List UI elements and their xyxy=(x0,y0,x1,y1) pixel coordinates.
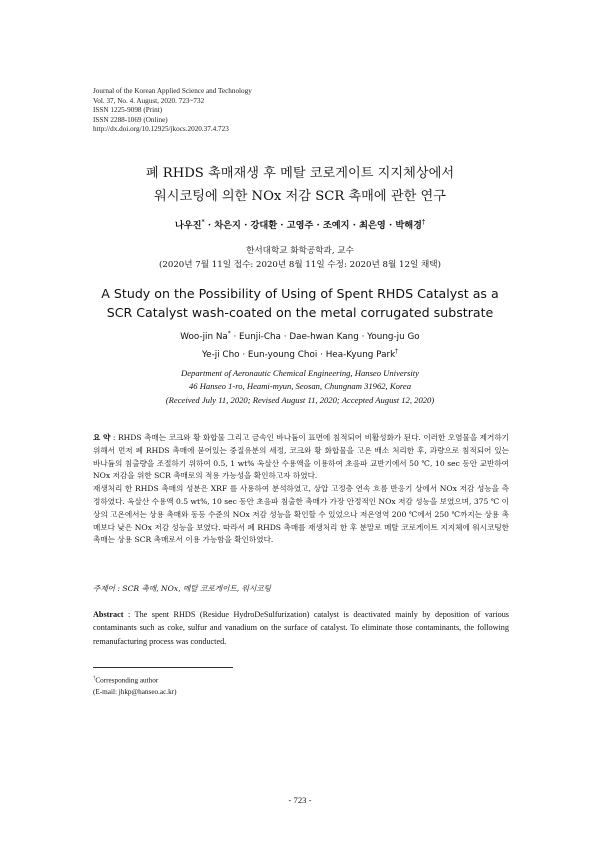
journal-name: Journal of the Korean Applied Science and Technology xyxy=(93,87,252,95)
footnote-divider xyxy=(93,667,233,668)
authors-line2-en: Ye-ji Cho · Eun-young Choi · Hea-Kyung Park xyxy=(201,349,396,360)
footnote-corresponding: Corresponding author xyxy=(95,676,159,685)
page-number: - 723 - xyxy=(288,795,312,805)
abstract-korean-para1 xyxy=(93,432,509,483)
title-korean xyxy=(0,162,600,208)
affiliation-dept-ko: 한서대학교 화학공학과, 교수 xyxy=(246,246,354,256)
author-mark-en: * xyxy=(227,331,231,337)
footnote-email: (E-mail: jhkp@hanseo.ac.kr) xyxy=(93,688,177,697)
affiliation-address-en: 46 Hanseo 1-ro, Heami-myun, Seosan, Chungnam 31962, Korea xyxy=(188,381,412,392)
journal-issn-print: ISSN 1225-9098 (Print) xyxy=(93,106,163,115)
authors-korean xyxy=(0,217,600,231)
received-dates-en: (Received July 11, 2020; Revised August 11, 2020; Accepted August 12, 2020) xyxy=(165,394,435,405)
abstract-english-text: : The spent RHDS (Residue HydroDeSulfurization) catalyst is deactivated mainly by deposition of various contaminants such as coke, sulfur and vanadium on the surface of catalyst. To eliminate those contaminants, the following remanufacturing process was conducted. xyxy=(93,610,509,646)
journal-header xyxy=(93,87,252,135)
authors-english xyxy=(0,327,600,363)
title-korean-line1: 폐 RHDS 촉매재생 후 메탈 코로게이트 지지체상에서 xyxy=(145,166,455,181)
title-english xyxy=(0,284,600,322)
keywords-korean: 주제어 : SCR 촉매, NOx, 메탈 코로게이트, 워시코팅 xyxy=(93,584,271,593)
abstract-korean xyxy=(93,432,509,547)
affiliation-korean xyxy=(0,244,600,272)
author-mark-ko: * xyxy=(201,218,205,226)
footnote-mark: † xyxy=(93,676,96,681)
abstract-english xyxy=(93,608,509,648)
journal-issn-online: ISSN 2288-1069 (Online) xyxy=(93,115,168,124)
authors-rest-en: · Eunji-Cha · Dae-hwan Kang · Young-ju Go xyxy=(230,331,420,342)
footnote xyxy=(93,673,176,698)
author-first-en: Woo-jin Na xyxy=(180,331,228,342)
abstract-korean-label: 요 약 xyxy=(93,433,111,442)
author-first-ko: 나우진 xyxy=(174,220,202,231)
corresponding-mark-en: † xyxy=(395,348,399,355)
received-dates-ko: (2020년 7월 11일 접수: 2020년 8월 11일 수정: 2020년 8월 12일 채택) xyxy=(159,260,441,270)
title-english-line2: SCR Catalyst wash-coated on the metal corrugated substrate xyxy=(106,305,494,320)
authors-english-line1 xyxy=(0,327,600,345)
title-english-line1: A Study on the Possibility of Using of Spent RHDS Catalyst as a xyxy=(101,286,499,301)
corresponding-mark-ko: † xyxy=(421,218,426,226)
authors-rest-ko: · 차은지 · 강대환 · 고영주 · 조예지 · 최은영 · 박해경 xyxy=(204,220,422,231)
abstract-english-para xyxy=(93,608,509,648)
abstract-korean-para2: 재생처리 한 RHDS 촉매의 성분은 XRF 를 사용하여 분석하였고, 상압 고정층 연속 흐름 반응기 상에서 NOx 저감 성능을 측정하였다. 옥살산 수용액 0.5 wt%, 10 sec 동안 초음파 침출한 촉매가 가장 안정적인 NOx 저감 성능을 보였으며, 375 ℃ 이상의 고온에서는 상용 촉매와 동등 수준의 NOx 저감 성능을 확인할 수 있었으나 저온영역 200 ℃에서 250 ℃까지는 상용 촉매보다 낮은 NOx 저감 성능을 보였다. 따라서 폐 RHDS 촉매를 재생처리 한 후 분말로 메탈 코로게이트 지지체에 워시코팅한 촉매는 상용 SCR 촉매로서 이용 가능함을 확인하였다. xyxy=(93,484,509,545)
journal-doi[interactable]: http://dx.doi.org/10.12925/jkocs.2020.37.4.723 xyxy=(93,125,229,134)
title-korean-line2: 워시코팅에 의한 NOx 저감 SCR 촉매에 관한 연구 xyxy=(153,189,446,204)
affiliation-english xyxy=(0,367,600,407)
affiliation-dept-en: Department of Aeronautic Chemical Engineering, Hanseo University xyxy=(181,368,419,378)
journal-volume: Vol. 37, No. 4. August, 2020. 723~732 xyxy=(93,96,205,105)
abstract-english-label: Abstract xyxy=(93,610,124,619)
footnote-line1 xyxy=(93,673,176,686)
abstract-korean-text1: : RHDS 촉매는 코크와 황 화합물 그리고 금속인 바나듐이 표면에 침적되어 비활성화가 된다. 이러한 오염물을 제거하기 위해서 먼저 폐 RHDS 촉매에 묻어있는 중질유분의 세정, 코크와 황 화합물을 고온 배소 처리한 후, 과량으로 침적되어 있는 바나듐의 침출량을 조절하기 위하여 0.5, 1 wt% 옥살산 수용액을 이용하여 초음파 교반기에서 50 ℃, 10 sec 동안 교반하여 NOx 저감을 위한 SCR 촉매로의 적용 가능성을 확인하고자 하였다. xyxy=(93,433,509,481)
authors-english-line2 xyxy=(0,345,600,363)
